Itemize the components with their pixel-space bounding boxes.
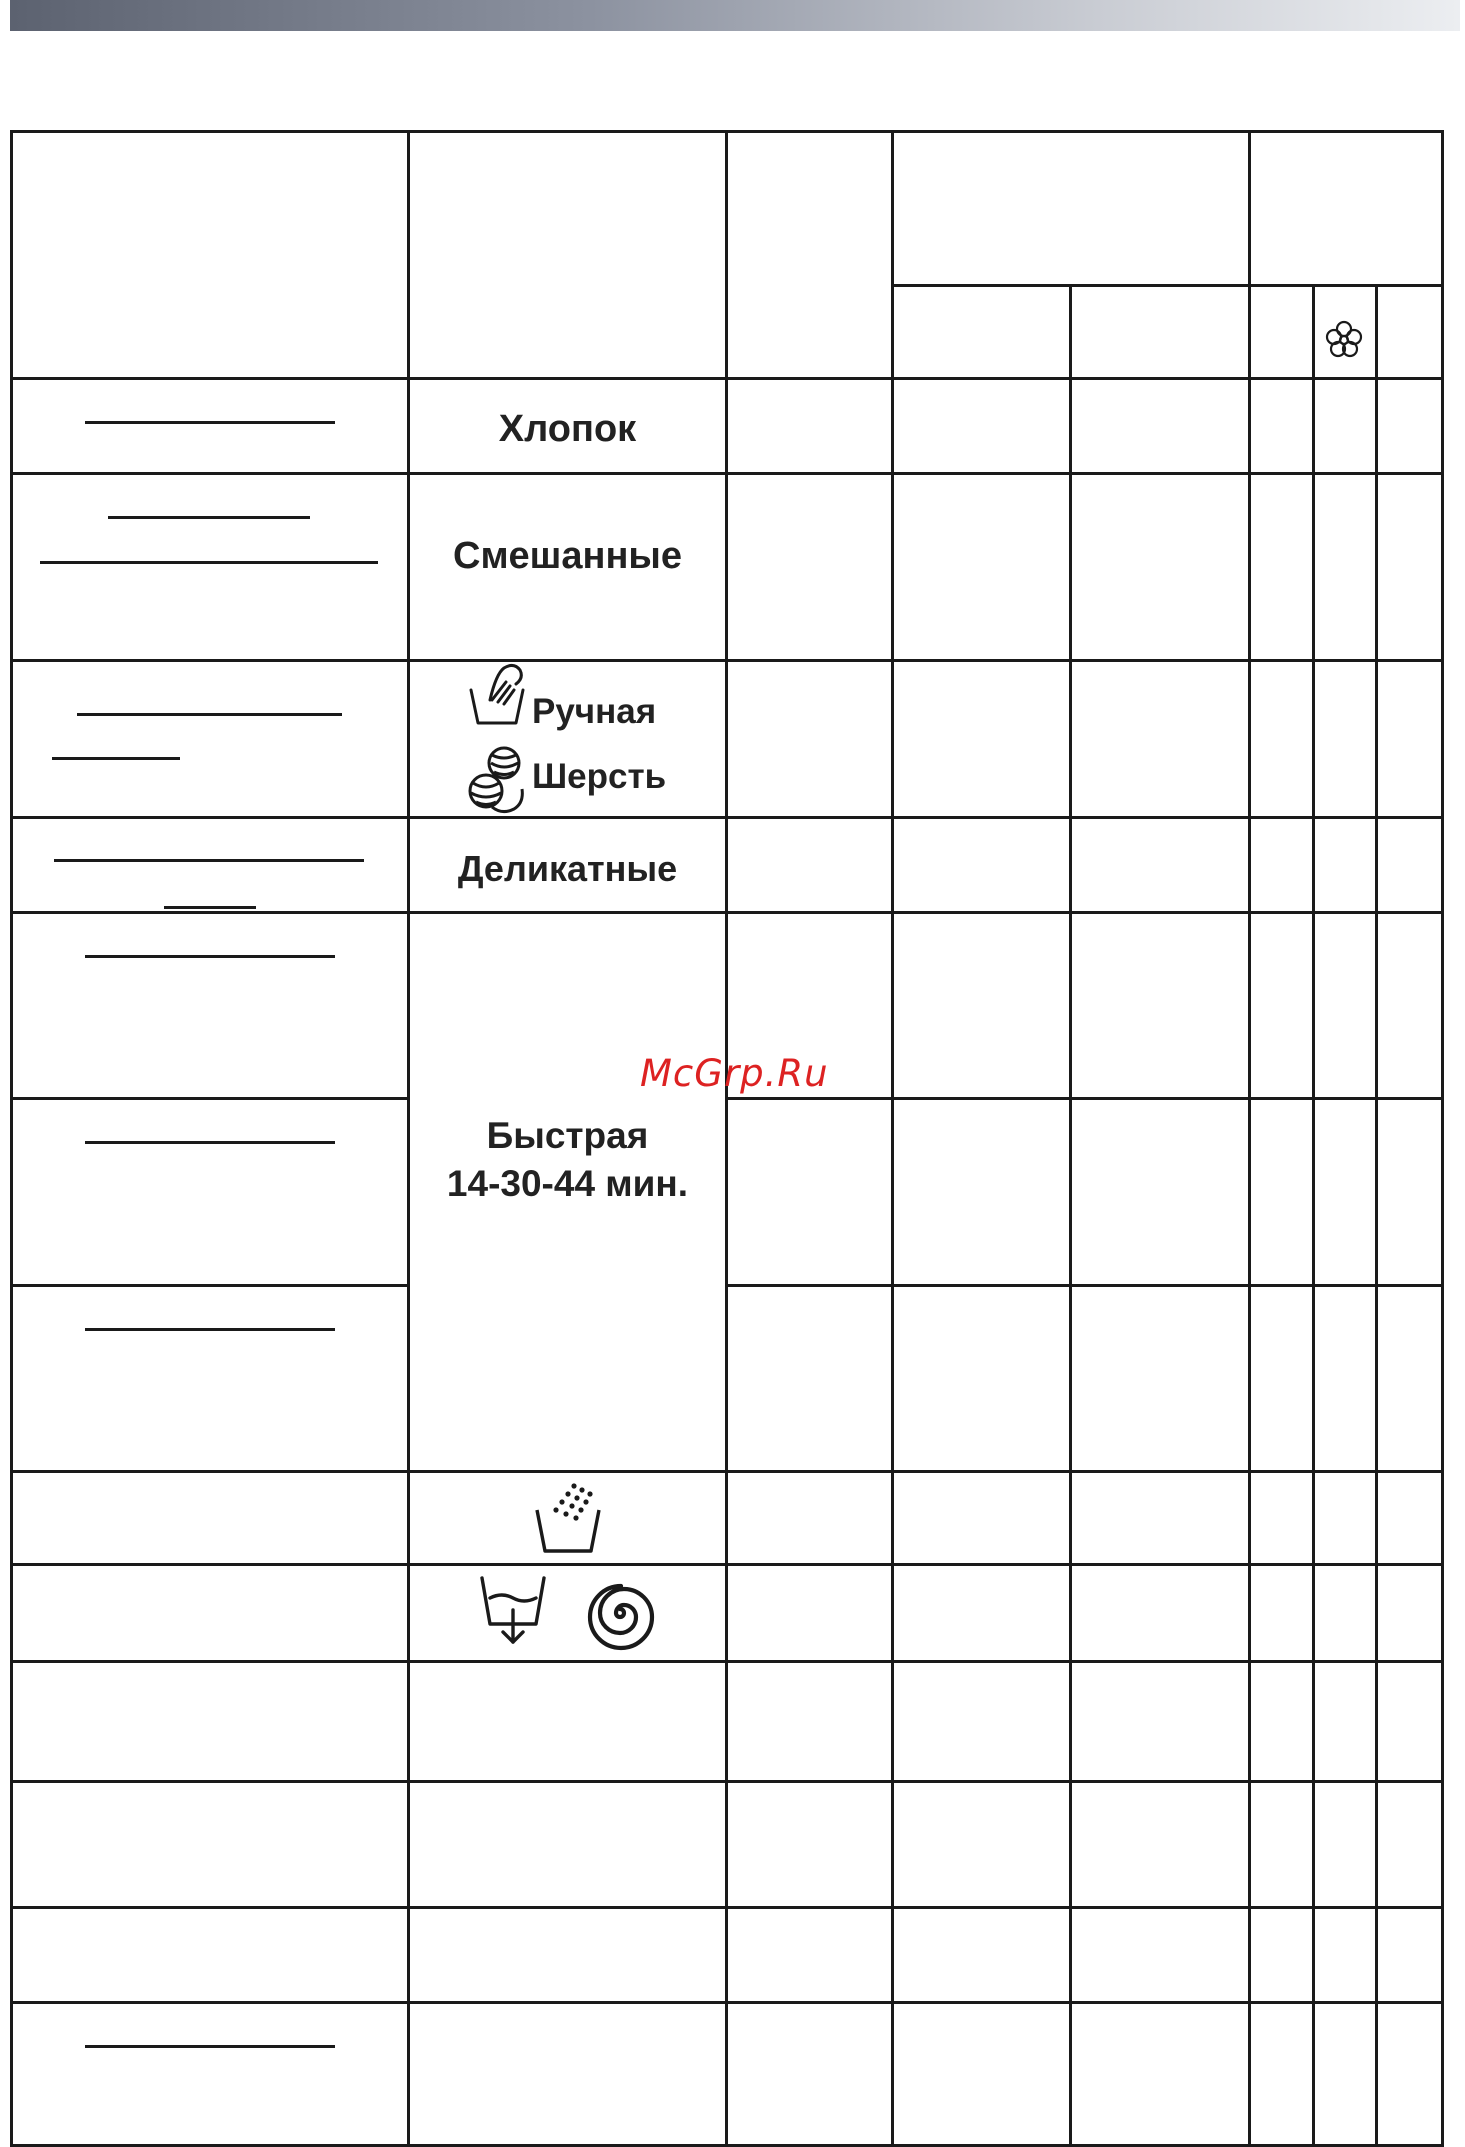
table-border-left: [10, 130, 13, 2146]
col-line-4: [1069, 284, 1072, 2146]
table-border-right: [1441, 130, 1444, 2146]
header-subline: [893, 284, 1443, 287]
placeholder-underline: [85, 2045, 335, 2048]
col-line-7: [1375, 284, 1378, 2146]
placeholder-underline: [54, 859, 364, 862]
program-wool: Шерсть: [532, 757, 667, 796]
col-line-6: [1312, 284, 1315, 2146]
program-quick-title: Быстрая: [486, 1115, 649, 1156]
placeholder-underline: [85, 1141, 335, 1144]
placeholder-underline: [40, 561, 378, 564]
row-line-partial: [10, 1284, 409, 1287]
spin-icon: [585, 1578, 655, 1648]
header-gradient-bar: [10, 0, 1460, 31]
row-line: [10, 816, 1444, 819]
placeholder-underline: [164, 906, 256, 909]
watermark: McGrp.Ru: [640, 1052, 829, 1095]
placeholder-underline: [108, 516, 310, 519]
row-line: [10, 377, 1444, 380]
row-line: [10, 1906, 1444, 1909]
program-delicate: Деликатные: [457, 848, 678, 889]
col-line-2: [725, 130, 728, 2146]
row-line: [10, 659, 1444, 662]
row-line-partial: [725, 1284, 1444, 1287]
row-line: [10, 1660, 1444, 1663]
wool-yarn-icon: [464, 741, 534, 817]
row-line: [10, 1563, 1444, 1566]
row-line: [10, 911, 1444, 914]
placeholder-underline: [77, 713, 342, 716]
row-line: [10, 1780, 1444, 1783]
rinse-icon: [532, 1478, 604, 1554]
placeholder-underline: [52, 757, 180, 760]
row-line: [10, 1470, 1444, 1473]
row-line-partial: [10, 1097, 409, 1100]
col-line-5: [1248, 130, 1251, 2146]
program-cotton: Хлопок: [498, 408, 637, 450]
placeholder-underline: [85, 955, 335, 958]
flower-icon: [1322, 318, 1366, 362]
hand-wash-icon: [468, 660, 530, 726]
drain-icon: [478, 1574, 548, 1646]
col-line-3: [891, 130, 894, 2146]
program-quick-times: 14-30-44 мин.: [446, 1163, 689, 1204]
row-line-partial: [725, 1097, 1444, 1100]
program-mixed: Смешанные: [453, 535, 682, 577]
placeholder-underline: [85, 1328, 335, 1331]
row-line: [10, 2001, 1444, 2004]
row-line: [10, 472, 1444, 475]
program-hand: Ручная: [532, 692, 657, 731]
placeholder-underline: [85, 421, 335, 424]
